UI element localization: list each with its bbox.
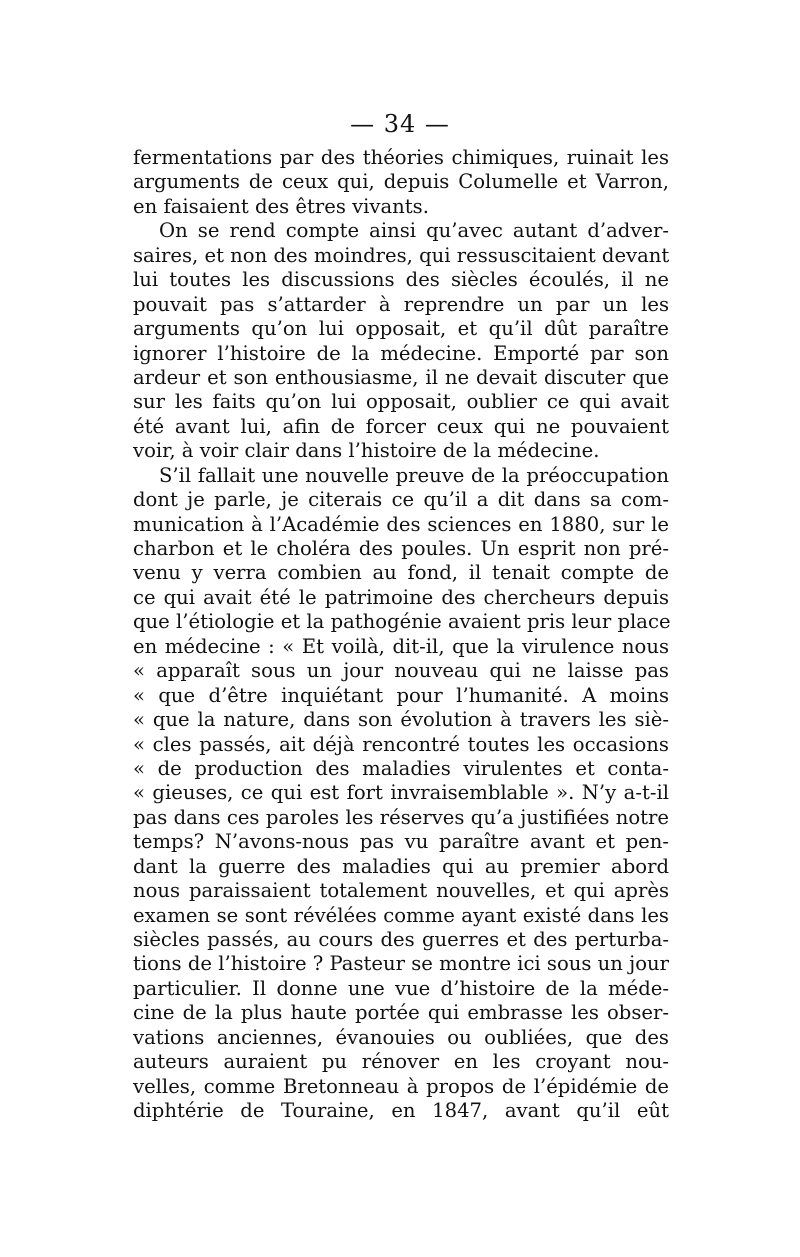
text-line: fermentations par des théories chimiques, ruinait les xyxy=(133,146,669,169)
text-line: venu y verra combien au fond, il tenait compte de xyxy=(133,561,669,585)
text-line: « que d’être inquiétant pour l’humanité. A moins xyxy=(133,683,669,707)
text-line: velles, comme Bretonneau à propos de l’épidémie de xyxy=(133,1074,669,1098)
text-line: diphtérie de Touraine, en 1847, avant qu’il eût xyxy=(133,1099,669,1123)
text-line: « gieuses, ce qui est fort invraisemblable ». N’y a-t-il xyxy=(133,781,669,805)
text-line: arguments de ceux qui, depuis Columelle et Varron, xyxy=(133,170,669,194)
text-line: ignorer l’histoire de la médecine. Emporté par son xyxy=(133,341,669,365)
page-number: — 34 — xyxy=(350,110,450,138)
text-line: lui toutes les discussions des siècles écoulés, il ne xyxy=(133,268,669,292)
text-line: arguments qu’on lui opposait, et qu’il dût paraître xyxy=(133,317,669,341)
text-line: pas dans ces paroles les réserves qu’a justifiées notre xyxy=(133,805,669,829)
text-line: « que la nature, dans son évolution à travers les siè- xyxy=(133,708,669,732)
text-line: que l’étiologie et la pathogénie avaient pris leur place xyxy=(133,610,671,634)
text-line: nous paraissaient totalement nouvelles, et qui après xyxy=(133,879,669,903)
text-line: saires, et non des moindres, qui ressuscitaient devant xyxy=(133,243,670,267)
text-line: pouvait pas s’attarder à reprendre un par un les xyxy=(133,292,669,316)
text-line: voir, à voir clair dans l’histoire de la médecine. xyxy=(133,439,600,463)
text-line: munication à l’Académie des sciences en 1880, sur le xyxy=(133,512,669,536)
text-line: dont je parle, je citerais ce qu’il a dit dans sa com- xyxy=(133,488,669,512)
text-line: ce qui avait été le patrimoine des chercheurs depuis xyxy=(133,585,669,609)
text-line: siècles passés, au cours des guerres et des perturba- xyxy=(133,928,669,951)
text-line: en faisaient des êtres vivants. xyxy=(133,194,429,218)
text-line: auteurs auraient pu rénover en les croyant nou- xyxy=(133,1050,669,1074)
text-line: en médecine : « Et voilà, dit-il, que la virulence nous xyxy=(133,634,669,658)
text-line: charbon et le choléra des poules. Un esprit non pré- xyxy=(133,537,669,560)
text-line: « cles passés, ait déjà rencontré toutes les occasions xyxy=(133,732,669,756)
text-line: cine de la plus haute portée qui embrasse les obser- xyxy=(133,1001,669,1025)
text-line: vations anciennes, évanouies ou oubliées, que des xyxy=(133,1025,669,1049)
text-line: temps? N’avons-nous pas vu paraître avant et pen- xyxy=(133,830,669,854)
text-line: examen se sont révélées comme ayant existé dans les xyxy=(133,903,669,927)
text-line: « de production des maladies virulentes et conta- xyxy=(133,756,669,780)
text-line: tions de l’histoire ? Pasteur se montre ici sous un jour xyxy=(133,952,669,976)
text-line: sur les faits qu’on lui opposait, oublier ce qui avait xyxy=(133,390,669,414)
text-line: été avant lui, afin de forcer ceux qui ne pouvaient xyxy=(133,414,669,438)
text-line: dant la guerre des maladies qui au premier abord xyxy=(133,854,669,878)
body-text xyxy=(133,146,669,1124)
text-line: « apparaît sous un jour nouveau qui ne laisse pas xyxy=(133,659,669,683)
text-line: particulier. Il donne une vue d’histoire de la méde- xyxy=(133,976,669,1000)
text-line: S’il fallait une nouvelle preuve de la préoccupation xyxy=(159,463,669,487)
text-line: ardeur et son enthousiasme, il ne devait discuter que xyxy=(133,365,669,389)
text-line: On se rend compte ainsi qu’avec autant d’adver- xyxy=(159,219,669,243)
